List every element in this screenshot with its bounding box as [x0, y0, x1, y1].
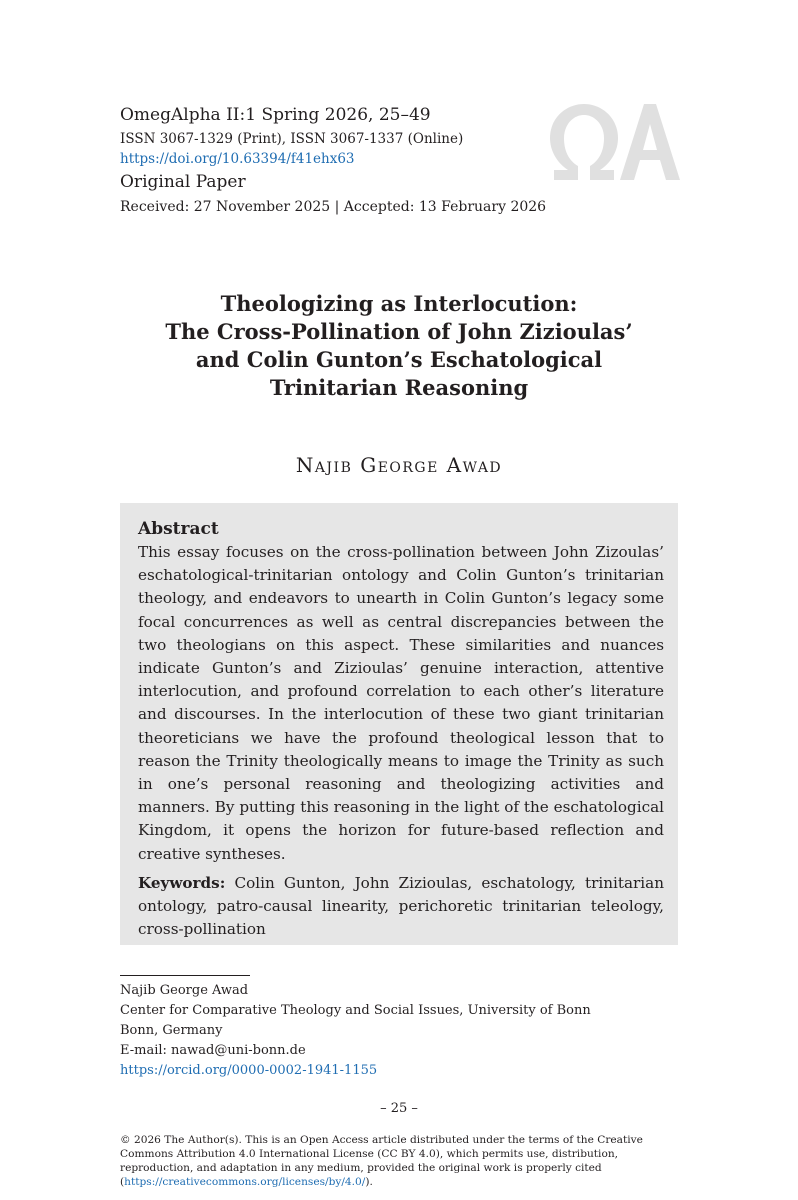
abstract-box	[120, 503, 678, 945]
keywords-line	[138, 872, 664, 942]
abstract-text: This essay focuses on the cross-pollination between John Zizoulas’ eschatological-trinitarian ontology and Colin Gunton’s trinitarian theology, and endeavors to unearth in Colin Gunton’s legacy some focal concurrences as well as central discrepancies between the two theologians on this aspect. These similarities and nuances indicate Gunton’s and Zizioulas’ genuine interaction, attentive interlocution, and profound correlation to each other’s literature and discourses. In the interlocution of these two giant trinitarian theoreticians we have the profound theological lesson that to reason the Trinity theologically means to image the Trinity as such in one’s personal reasoning and theologizing activities and manners. By putting this reasoning in the light of the eschatological Kingdom, it opens the horizon for future-based reflection and creative syntheses.	[138, 543, 664, 863]
keywords-label: Keywords:	[138, 873, 226, 892]
author-footnote	[120, 981, 680, 1081]
abstract-heading: Abstract	[138, 519, 219, 539]
footnote-name: Najib George Awad	[120, 983, 249, 998]
license-text-end: ).	[365, 1176, 373, 1188]
keywords-list: Colin Gunton, John Zizioulas, eschatology, trinitarian ontology, patro-causal linearity, perichoretic trinitarian teleology, cross-pollination	[138, 873, 665, 939]
paper-type: Original Paper	[120, 172, 246, 192]
title-line-1: Theologizing as Interlocution:	[220, 291, 578, 316]
omega-alpha-logo-icon	[548, 100, 682, 184]
page-number: – 25 –	[380, 1101, 418, 1116]
license-text: © 2026 The Author(s). This is an Open Access article distributed under the terms of the Creative Commons Attribution 4.0 International License (CC BY 4.0), which permits use, distribution, reproduction, and adaptation in any medium, provided the original work is properly cited (	[120, 1134, 643, 1188]
footnote-affiliation: Center for Comparative Theology and Social Issues, University of Bonn	[120, 1003, 591, 1018]
title-line-2: The Cross-Pollination of John Zizioulas’	[165, 319, 633, 344]
license-link[interactable]: https://creativecommons.org/licenses/by/4.0/	[124, 1176, 366, 1188]
footnote-location: Bonn, Germany	[120, 1023, 223, 1038]
footnote-divider	[120, 975, 250, 976]
footnote-email[interactable]: E-mail: nawad@uni-bonn.de	[120, 1043, 306, 1058]
title-line-3: and Colin Gunton’s Eschatological	[195, 347, 603, 372]
issn-line: ISSN 3067-1329 (Print), ISSN 3067-1337 (Online)	[120, 131, 464, 147]
received-accepted-dates: Received: 27 November 2025 | Accepted: 13 February 2026	[120, 199, 547, 215]
title-line-4: Trinitarian Reasoning	[269, 375, 529, 400]
doi-link[interactable]: https://doi.org/10.63394/f41ehx63	[120, 151, 355, 167]
orcid-link[interactable]: https://orcid.org/0000-0002-1941-1155	[120, 1063, 378, 1078]
author-name: Najib George Awad	[295, 453, 503, 477]
article-title	[120, 290, 678, 402]
journal-citation: OmegAlpha II:1 Spring 2026, 25–49	[120, 105, 431, 125]
license-notice	[120, 1133, 680, 1189]
